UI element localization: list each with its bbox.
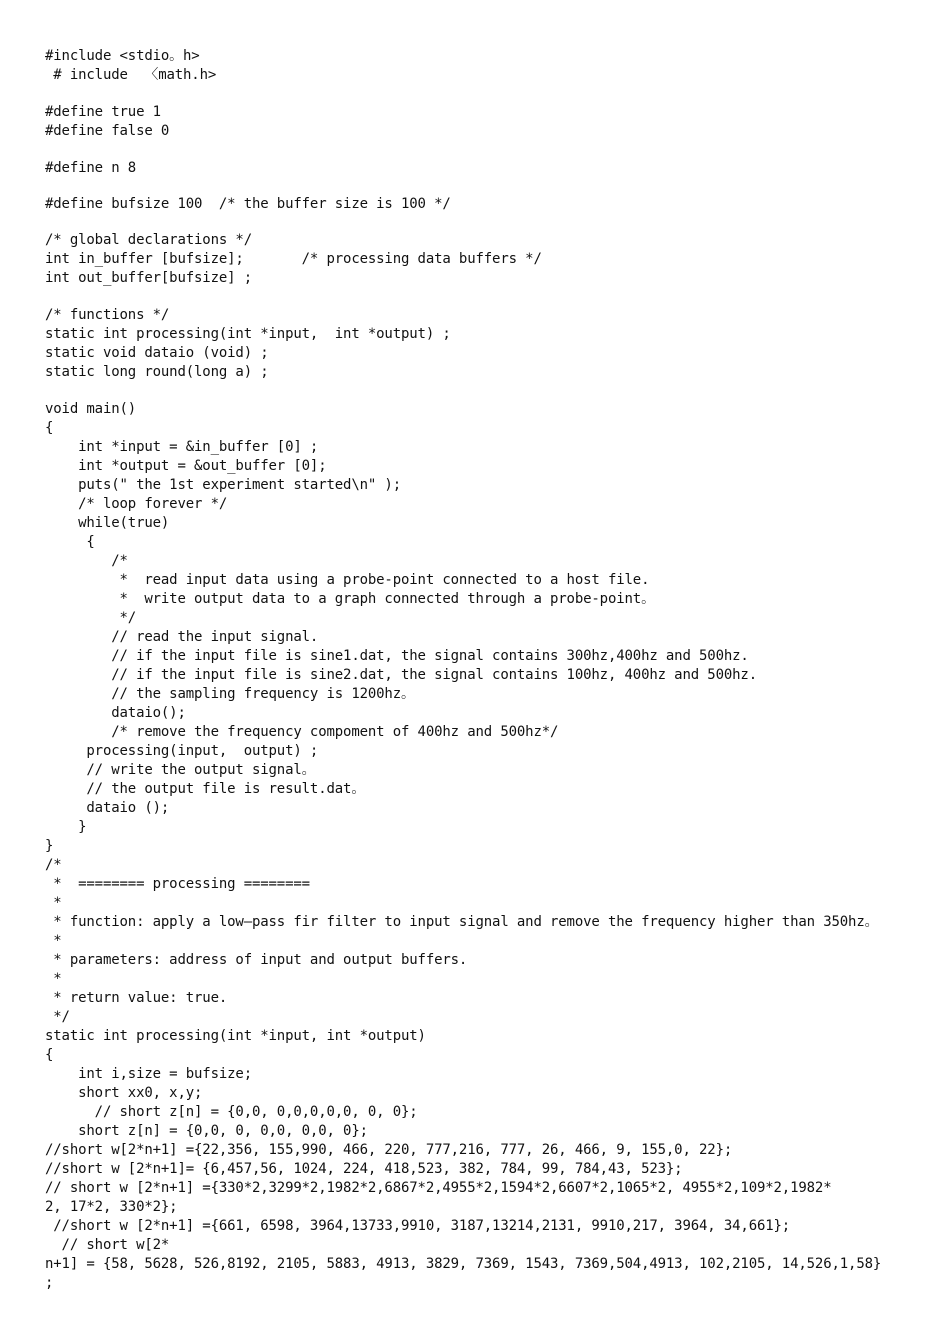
code-line-processing-open-brace: { xyxy=(45,1047,54,1063)
code-line-doc-blank-2: * xyxy=(45,933,62,949)
code-line-doc-function: * function: apply a low—pass fir filter to input signal and remove the frequency higher than 350hz。 xyxy=(45,914,879,930)
code-line-comment-read-input: * read input data using a probe-point connected to a host file. xyxy=(45,572,650,588)
code-line-doc-blank-3: * xyxy=(45,971,62,987)
code-line-proto-dataio: static void dataio (void) ; xyxy=(45,345,269,361)
code-line-comment-write-output: * write output data to a graph connected through a probe-point。 xyxy=(45,591,655,607)
code-line-dataio-call-2: dataio (); xyxy=(45,800,170,816)
code-line-doc-parameters: * parameters: address of input and output buffers. xyxy=(45,952,468,968)
code-line-while-close-brace: } xyxy=(45,819,87,835)
code-line-comment-w-2: //short w [2*n+1]= {6,457,56, 1024, 224, 418,523, 382, 784, 99, 784,43, 523}; xyxy=(45,1161,683,1177)
code-line-puts: puts(" the 1st experiment started\n" ); xyxy=(45,477,401,493)
code-line-doc-comment-end: */ xyxy=(45,1009,70,1025)
code-line-processing-signature: static int processing(int *input, int *output) xyxy=(45,1028,426,1044)
code-line-comment-w-3-cont: 2, 17*2, 330*2}; xyxy=(45,1199,178,1215)
code-line-comment-z-init: // short z[n] = {0,0, 0,0,0,0,0, 0, 0}; xyxy=(45,1104,418,1120)
code-line-while: while(true) xyxy=(45,515,170,531)
code-line-define-bufsize: #define bufsize 100 /* the buffer size is 100 */ xyxy=(45,196,451,212)
code-line-doc-return: * return value: true. xyxy=(45,990,228,1006)
code-line-in-buffer: int in_buffer [bufsize]; /* processing data buffers */ xyxy=(45,251,542,267)
code-line-proto-round: static long round(long a) ; xyxy=(45,364,269,380)
code-line-dataio-call: dataio(); xyxy=(45,705,186,721)
code-line-comment-output-file: // the output file is result.dat。 xyxy=(45,781,366,797)
code-line-while-open-brace: { xyxy=(45,534,95,550)
code-line-include-stdio: #include <stdio。h> xyxy=(45,48,200,64)
code-line-main-signature: void main() xyxy=(45,401,137,417)
code-line-block-comment-end: */ xyxy=(45,610,137,626)
code-line-proto-processing: static int processing(int *input, int *output) ; xyxy=(45,326,451,342)
code-line-define-true: #define true 1 xyxy=(45,104,161,120)
code-line-input-pointer: int *input = &in_buffer [0] ; xyxy=(45,439,319,455)
code-line-semicolon: ; xyxy=(45,1275,54,1291)
code-line-out-buffer: int out_buffer[bufsize] ; xyxy=(45,270,252,286)
code-line-comment-loop: /* loop forever */ xyxy=(45,496,228,512)
code-line-comment-sampling: // the sampling frequency is 1200hz。 xyxy=(45,686,415,702)
code-line-comment-remove: /* remove the frequency compoment of 400hz and 500hz*/ xyxy=(45,724,559,740)
code-line-w-5-values: n+1] = {58, 5628, 526,8192, 2105, 5883, 4913, 3829, 7369, 1543, 7369,504,4913, 102,2105, 14,526,1,58} xyxy=(45,1256,882,1272)
code-line-main-close-brace: } xyxy=(45,838,54,854)
code-line-comment-sine1: // if the input file is sine1.dat, the signal contains 300hz,400hz and 500hz. xyxy=(45,648,749,664)
code-line-comment-functions: /* functions */ xyxy=(45,307,170,323)
code-line-main-open-brace: { xyxy=(45,420,54,436)
code-line-define-false: #define false 0 xyxy=(45,123,170,139)
code-line-comment-w-3: // short w [2*n+1] ={330*2,3299*2,1982*2,6867*2,4955*2,1594*2,6607*2,1065*2, 4955*2,109*2,1982* xyxy=(45,1180,832,1196)
code-line-output-pointer: int *output = &out_buffer [0]; xyxy=(45,458,327,474)
code-line-comment-globals: /* global declarations */ xyxy=(45,232,252,248)
code-line-comment-w-5: // short w[2* xyxy=(45,1237,170,1253)
code-line-doc-comment-start: /* xyxy=(45,857,62,873)
code-line-comment-read-signal: // read the input signal. xyxy=(45,629,319,645)
code-line-define-n: #define n 8 xyxy=(45,160,137,176)
code-line-z-init: short z[n] = {0,0, 0, 0,0, 0,0, 0}; xyxy=(45,1123,368,1139)
code-line-comment-sine2: // if the input file is sine2.dat, the signal contains 100hz, 400hz and 500hz. xyxy=(45,667,757,683)
code-line-block-comment-start: /* xyxy=(45,553,128,569)
code-line-comment-w-4: //short w [2*n+1] ={661, 6598, 3964,13733,9910, 3187,13214,2131, 9910,217, 3964, 34,661}; xyxy=(45,1218,791,1234)
code-line-short-decl: short xx0, x,y; xyxy=(45,1085,203,1101)
code-line-include-math: # include 〈math.h> xyxy=(45,67,217,83)
code-line-doc-blank-1: * xyxy=(45,895,62,911)
code-line-doc-title: * ======== processing ======== xyxy=(45,876,310,892)
code-line-processing-call: processing(input, output) ; xyxy=(45,743,319,759)
code-line-comment-w-1: //short w[2*n+1] ={22,356, 155,990, 466, 220, 777,216, 777, 26, 466, 9, 155,0, 22}; xyxy=(45,1142,733,1158)
code-line-comment-write-signal: // write the output signal。 xyxy=(45,762,316,778)
code-line-int-decl: int i,size = bufsize; xyxy=(45,1066,252,1082)
